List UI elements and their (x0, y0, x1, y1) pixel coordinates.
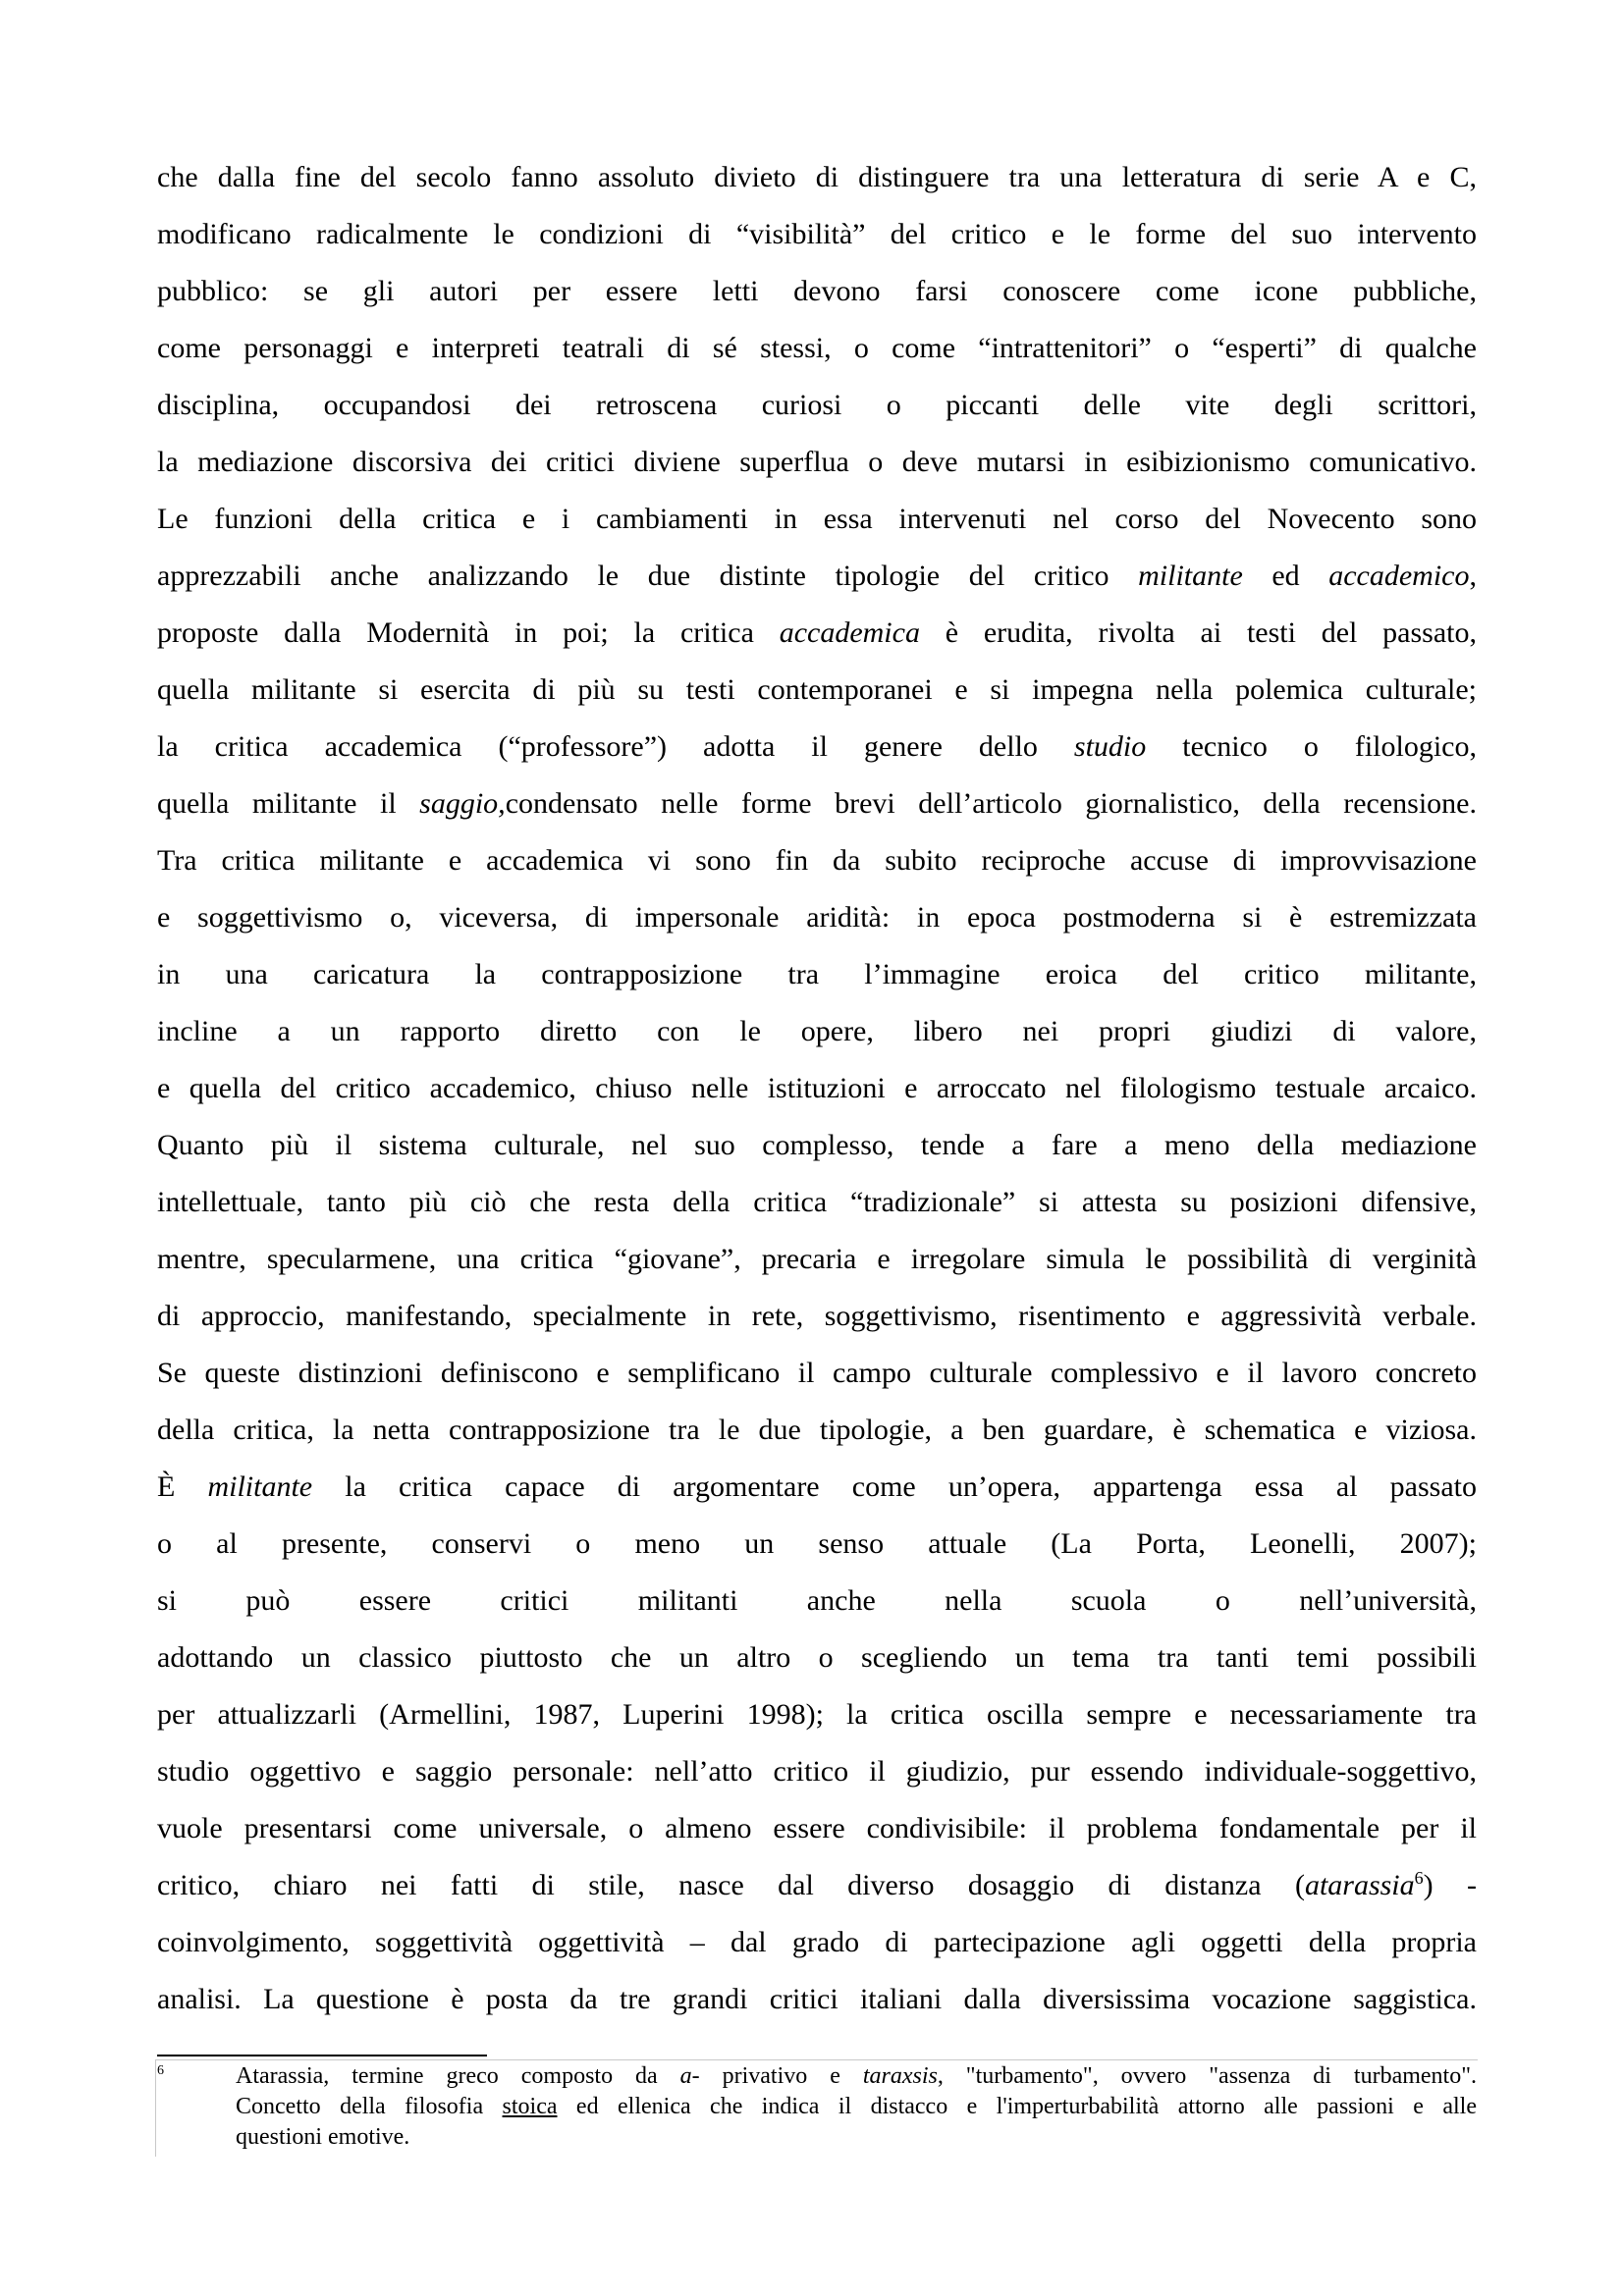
text-line: quella militante il saggio,condensato nelle forme brevi dell’articolo giornalistico, della recensione. (157, 787, 1477, 820)
text-line: di approccio, manifestando, specialmente in rete, soggettivismo, risentimento e aggressività verbale. (157, 1300, 1477, 1332)
footnote-number: 6 (157, 2063, 164, 2078)
stoica-link[interactable]: stoica (502, 2094, 558, 2119)
text-line: come personaggi e interpreti teatrali di sé stessi, o come “intrattenitori” o “esperti” di qualche (157, 332, 1477, 364)
text-line: adottando un classico piuttosto che un altro o scegliendo un tema tra tanti temi possibili (157, 1641, 1477, 1674)
footnote-reference[interactable]: 6 (1414, 1868, 1424, 1888)
text-line: coinvolgimento, soggettività oggettività – dal grado di partecipazione agli oggetti della propria (157, 1926, 1477, 1958)
text-line: apprezzabili anche analizzando le due distinte tipologie del critico militante ed accademico, (157, 560, 1477, 592)
text-line: incline a un rapporto diretto con le opere, libero nei propri giudizi di valore, (157, 1015, 1477, 1047)
footnote-line: questioni emotive. (236, 2124, 410, 2150)
text-line: disciplina, occupandosi dei retroscena curiosi o piccanti delle vite degli scrittori, (157, 389, 1477, 421)
text-line: la mediazione discorsiva dei critici diviene superflua o deve mutarsi in esibizionismo comunicativo. (157, 446, 1477, 478)
text-line: proposte dalla Modernità in poi; la critica accademica è erudita, rivolta ai testi del passato, (157, 616, 1477, 649)
italic-term: accademica (779, 616, 920, 649)
text-line: Se queste distinzioni definiscono e semplificano il campo culturale complessivo e il lavoro concreto (157, 1357, 1477, 1389)
italic-term: atarassia (1304, 1869, 1415, 1901)
text-line: e quella del critico accademico, chiuso nelle istituzioni e arroccato nel filologismo testuale arcaico. (157, 1072, 1477, 1104)
text-line: o al presente, conservi o meno un senso attuale (La Porta, Leonelli, 2007); (157, 1527, 1477, 1560)
footnote-line: Concetto della filosofia stoica ed ellenica che indica il distacco e l'imperturbabilità attorno alle passioni e alle (236, 2094, 1477, 2119)
italic-term: accademico (1328, 560, 1470, 592)
text-line: intellettuale, tanto più ciò che resta della critica “tradizionale” si attesta su posizioni difensive, (157, 1186, 1477, 1218)
italic-term: a- (679, 2063, 700, 2089)
text-line: quella militante si esercita di più su testi contemporanei e si impegna nella polemica culturale; (157, 673, 1477, 706)
text-line: analisi. La questione è posta da tre grandi critici italiani dalla diversissima vocazione saggistica. (157, 1983, 1477, 2015)
text-line: vuole presentarsi come universale, o almeno essere condivisibile: il problema fondamentale per il (157, 1812, 1477, 1844)
text-line: pubblico: se gli autori per essere letti devono farsi conoscere come icone pubbliche, (157, 275, 1477, 307)
text-line: Le funzioni della critica e i cambiamenti in essa intervenuti nel corso del Novecento sono (157, 503, 1477, 535)
text-line: critico, chiaro nei fatti di stile, nasce dal diverso dosaggio di distanza (atarassia$^6$) - (157, 1868, 1477, 1901)
footnote-line: Atarassia, termine greco composto da a- privativo e taraxsis, "turbamento", ovvero "assenza di turbamento". (236, 2063, 1478, 2089)
body-text (157, 149, 1477, 2028)
text-line: mentre, specularmene, una critica “giovane”, precaria e irregolare simula le possibilità di verginità (157, 1243, 1477, 1275)
italic-term: taraxsis (862, 2063, 938, 2089)
text-line: si può essere critici militanti anche nella scuola o nell’università, (157, 1584, 1477, 1617)
footnote-text (236, 2061, 1477, 2153)
text-line: Tra critica militante e accademica vi sono fin da subito reciproche accuse di improvvisazione (157, 844, 1477, 877)
text-line: per attualizzarli (Armellini, 1987, Luperini 1998); la critica oscilla sempre e necessariamente tra (157, 1698, 1477, 1731)
italic-term: militante (1138, 560, 1243, 592)
text-line: e soggettivismo o, viceversa, di impersonale aridità: in epoca postmoderna si è estremizzata (157, 901, 1477, 934)
text-line: studio oggettivo e saggio personale: nell’atto critico il giudizio, pur essendo individuale-soggettivo, (157, 1755, 1477, 1788)
italic-term: studio (1073, 730, 1147, 763)
footnote-separator (157, 2055, 487, 2056)
italic-term: saggio, (419, 787, 506, 820)
text-line: la critica accademica (“professore”) adotta il genere dello studio tecnico o filologico, (157, 730, 1477, 763)
text-line: Quanto più il sistema culturale, nel suo complesso, tende a fare a meno della mediazione (157, 1129, 1477, 1161)
text-line: della critica, la netta contrapposizione tra le due tipologie, a ben guardare, è schematica e viziosa. (157, 1414, 1477, 1446)
text-line: modificano radicalmente le condizioni di “visibilità” del critico e le forme del suo intervento (157, 218, 1477, 250)
italic-term: militante (207, 1470, 313, 1503)
text-line: che dalla fine del secolo fanno assoluto divieto di distinguere tra una letteratura di serie A e C, (157, 161, 1477, 193)
text-line: È militante la critica capace di argomentare come un’opera, appartenga essa al passato (157, 1470, 1477, 1503)
text-line: in una caricatura la contrapposizione tra l’immagine eroica del critico militante, (157, 958, 1477, 990)
